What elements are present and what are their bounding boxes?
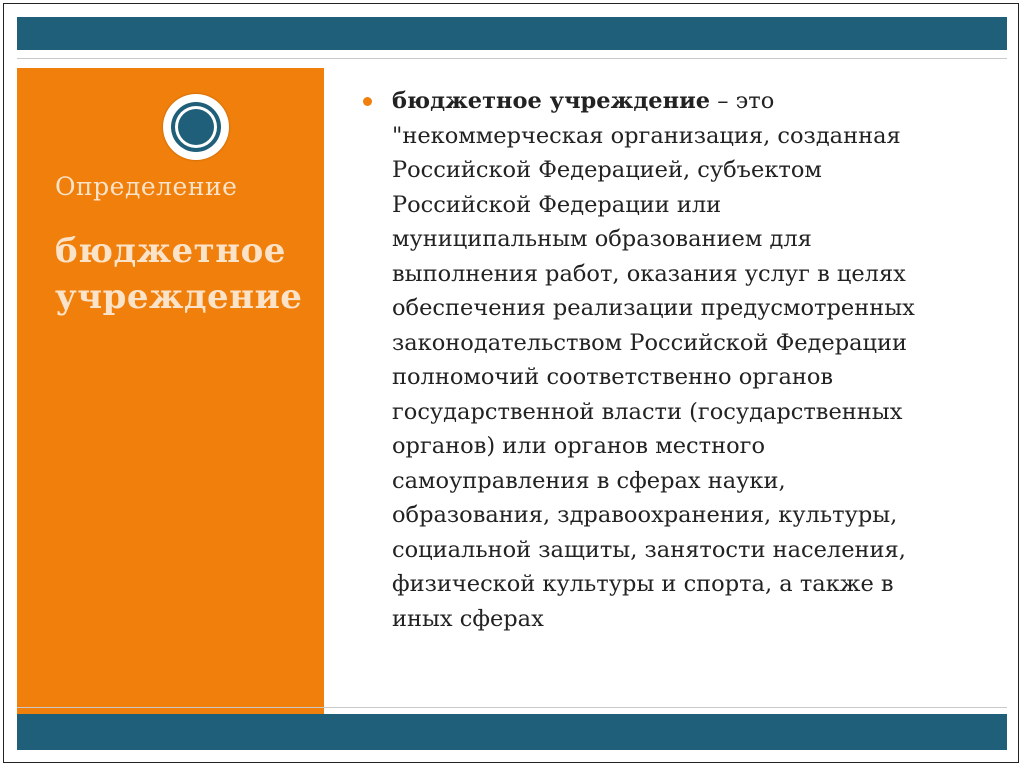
definition-line: социальной защиты, занятости населения, <box>392 536 906 563</box>
definition-line: законодательством Российской Федерации <box>392 329 908 356</box>
definition-line: "некоммерческая организация, созданная <box>392 122 901 149</box>
definition-line: обеспечения реализации предусмотренных <box>392 295 915 321</box>
bottom-divider <box>17 707 1007 708</box>
definition-term: бюджетное учреждение <box>392 88 711 114</box>
left-orange-panel <box>17 68 324 714</box>
definition-line: физической культуры и спорта, а также в <box>392 571 894 597</box>
definition-line: самоуправления в сферах науки, <box>392 467 786 494</box>
definition-line: выполнения работ, оказания услуг в целях <box>392 260 906 287</box>
bottom-bar <box>17 714 1007 750</box>
definition-line: Российской Федерацией, субъектом <box>392 157 822 183</box>
orange-dot-icon <box>363 97 372 106</box>
definition-line: государственной власти (государственных <box>392 398 903 425</box>
double-ring-circle-icon <box>163 94 229 160</box>
definition-line: образования, здравоохранения, культуры, <box>392 502 898 528</box>
definition-line: бюджетное учреждение – это <box>392 88 775 114</box>
definition-line: полномочий соответственно органов <box>392 364 834 390</box>
top-divider <box>17 58 1007 59</box>
definition-line: иных сферах <box>392 605 544 632</box>
left-heading-small: Определение <box>55 172 238 201</box>
definition-line: Российской Федерации или <box>392 191 722 218</box>
top-bar <box>17 17 1007 50</box>
definition-text <box>392 84 982 636</box>
left-heading-big: бюджетное учреждение <box>55 231 303 317</box>
definition-line: органов) или органов местного <box>392 433 765 459</box>
definition-line: муниципальным образованием для <box>392 226 812 252</box>
